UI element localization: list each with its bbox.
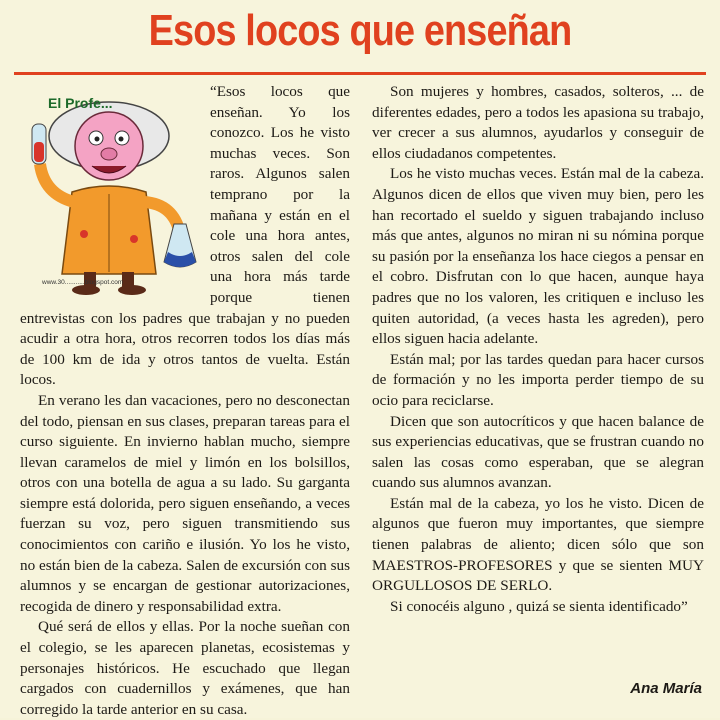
column-2: [372, 82, 704, 617]
paragraph: Son mujeres y hombres, casados, solteros, ... de diferentes edades, pero a todos les apasiona su trabajo, ver crecer a sus alumnos, ayudarlos y conseguir de ellos ciudadanos competentes.: [372, 83, 704, 162]
paragraph: Si conocéis alguno , quizá se sienta identificado”: [390, 597, 688, 615]
paragraph: Están mal; por las tardes quedan para hacer cursos de formación y no les importa perder tiempo de su ocio para reciclarse.: [372, 350, 704, 409]
paragraph: “Esos locos que enseñan. Yo los conozco. Los he visto muchas veces. Son raros. Algunos salen temprano por la mañana y están en el cole una hora antes, otros salen del cole una hora más tarde porque tienen entrevistas con los padres que trabajan y no pueden acudir a otra hora, otros recorren todos los días más de 100 km de ida y otros tantos de vuelta. Están locos.: [20, 83, 350, 389]
paragraph: Están mal de la cabeza, yo los he visto. Dicen de algunos que fueron muy importantes, que siempre tienen palabras de aliento; dicen sólo que son MAESTROS-PROFESORES y que se sienten MUY ORGULLOSOS DE SERLO.: [372, 494, 704, 595]
column-1: [20, 82, 350, 720]
paragraph: Los he visto muchas veces. Están mal de la cabeza. Algunos dicen de ellos que viven muy bien, pero les han recortado el sueldo y siguen trabajando incluso más que antes, algunos no miran ni su nómina porque su pasión por la enseñanza los hace ciegos a pensar en el cobro. Disfrutan con lo que hacen, aunque haya padres que no los valoren, les critiquen e incluso les quiten autoridad, (a veces hasta les agreden), pero ellos siguen hacia adelante.: [372, 165, 704, 348]
illustration-caption: El Profe...: [48, 95, 113, 111]
professor-cartoon-icon: [14, 84, 204, 296]
paragraph: En verano les dan vacaciones, pero no desconectan del todo, piensan en sus clases, preparan tareas para el curso siguiente. En invierno hablan mucho, siempre llevan caramelos de miel y limón en los bolsillos, otros con una botella de agua a su lado. Su garganta siempre está dolorida, pero siguen enseñando, a veces fuerzan su voz, pero siguen transmitiendo sus conocimientos con cariño e ilusión. Yo los he visto, no están bien de la cabeza. Salen de excursión con sus alumnos y se encargan de gestionar autorizaciones, recogida de dinero y responsabilidad extra.: [20, 391, 350, 615]
author-signature: Ana María: [630, 680, 702, 697]
paragraph: Dicen que son autocríticos y que hacen balance de sus experiencias educativas, que se frustran cuando no salen las cosas como esperaban, que se alegran cuando sus alumnos avanzan.: [372, 412, 704, 492]
professor-illustration: [14, 84, 204, 296]
article-title: Esos locos que enseñan: [148, 6, 572, 55]
illustration-url: www.30...........blogspot.com: [42, 279, 124, 286]
title-rule: [14, 72, 706, 75]
paragraph: Qué será de ellos y ellas. Por la noche sueñan con el colegio, se les aparecen planetas, ecosistemas y personajes históricos. He escuchado que llegan cargados con cuadernillos y exámenes, que han corregido la tarde anterior en su casa.: [20, 618, 350, 718]
